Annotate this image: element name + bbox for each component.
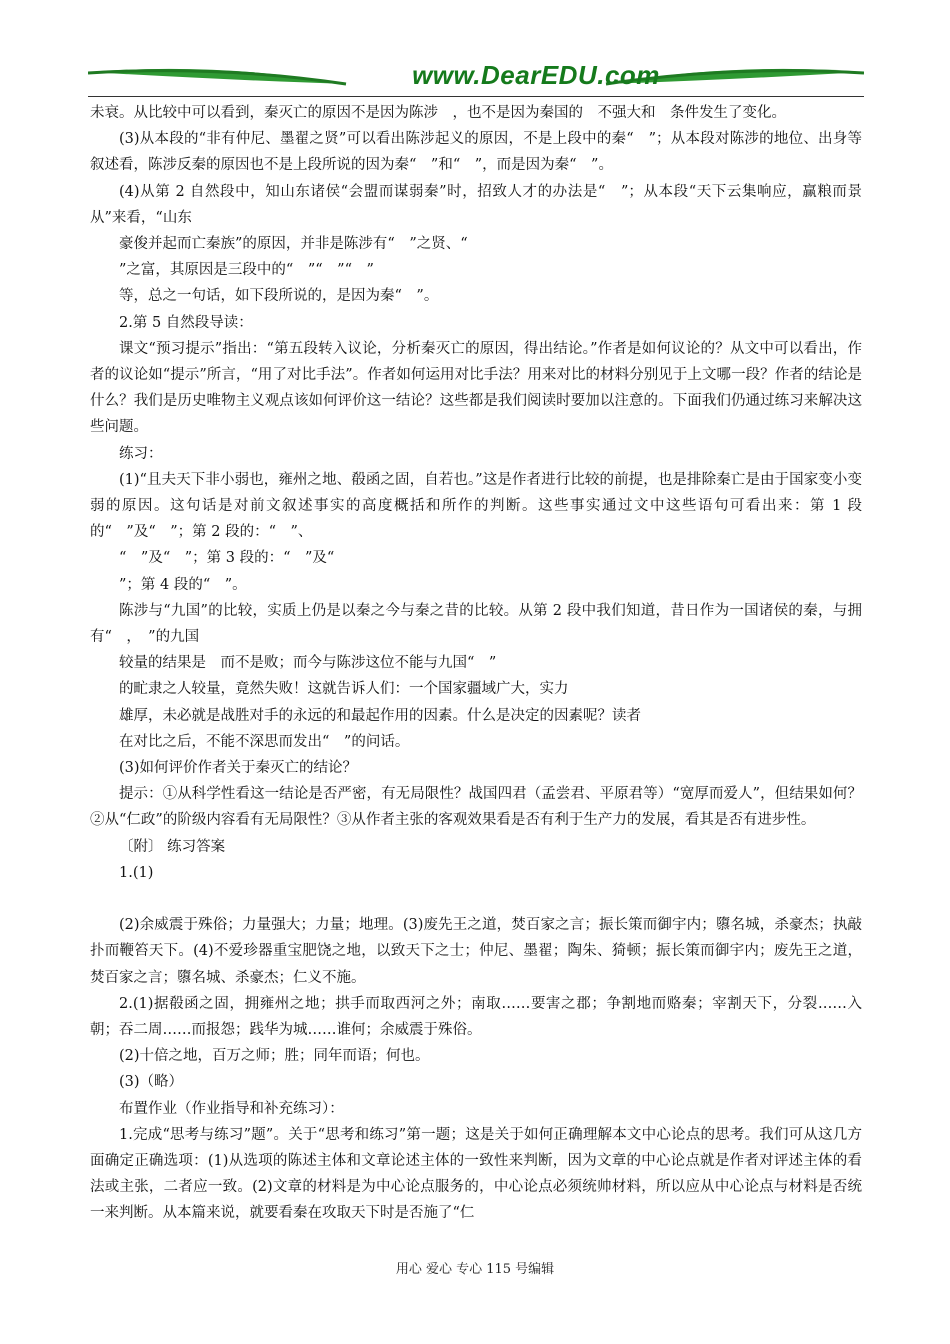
site-logo-text[interactable]: www.DearEDU.com: [412, 60, 660, 90]
paragraph: (2)余威震于殊俗；力量强大；力量；地理。(3)废先王之道，焚百家之言；振长策而御宇内；隳名城，杀豪杰；执敲扑而鞭笞天下。(4)不爱珍器重宝肥饶之地，以致天下之士；仲尼、墨翟；陶朱、猗顿；振长策而御宇内；废先王之道，焚百家之言；隳名城、杀豪杰；仁义不施。: [90, 917, 862, 986]
paragraph: (3)（略）: [119, 1074, 184, 1091]
paragraph: 的甿隶之人较量，竟然失败！这就告诉人们：一个国家疆域广大，实力: [119, 681, 569, 698]
paragraph: (1)“且夫天下非小弱也，雍州之地、殽函之固，自若也。”这是作者进行比较的前提，也是排除秦亡是由于国家变小变弱的原因。这句话是对前文叙述事实的高度概括和所作的判断。这些事实通过文中这些语句可看出来：第 1 段的“ ”及“ ”；第 2 段的：“ ”、: [90, 471, 862, 541]
paragraph: 课文“预习提示”指出：“第五段转入议论，分析秦灭亡的原因，得出结论。”作者是如何议论的？从文中可以看出，作者的议论如“提示”所言，“用了对比手法”。作者如何运用对比手法？用来对比的材料分别见于上文哪一段？作者的结论是什么？我们是历史唯物主义观点该如何评价这一结论？这些都是我们阅读时要加以注意的。下面我们仍通过练习来解决这些问题。: [90, 340, 862, 436]
header-rule: [88, 96, 864, 97]
paragraph: 豪俊并起而亡秦族”的原因，并非是陈涉有“ ”之贤、“: [119, 236, 468, 253]
paragraph: 等，总之一句话，如下段所说的，是因为秦“ ”。: [119, 288, 439, 305]
paragraph: 陈涉与“九国”的比较，实质上仍是以秦之今与秦之昔的比较。从第 2 段中我们知道，昔日作为一国诸侯的秦，与拥有“ ， ”的九国: [90, 602, 862, 646]
page-footer: 用心 爱心 专心 115 号编辑: [395, 1262, 555, 1277]
paragraph: (2)十倍之地，百万之师；胜；同年而语；何也。: [119, 1048, 430, 1065]
paragraph: 练习：: [119, 445, 163, 462]
paragraph: 1.(1): [119, 864, 154, 881]
section-heading: 1.完成“思考与练习”题”。关于“思考和练习”第一题；这是关于如何正确理解本文中心论点的思考。我们可从这几方面确定正确选项：(1)从选项的陈述主体和文章论述主体的一致性来判断，因为文章的中心论点就是作者对评述主体的看法或主张，二者应一致。(2)文章的材料是为中心论点服务的，中心论点必须统帅材料，所以应从中心论点与材料是否统一来判断。从本篇来说，就要看秦在攻取天下时是否施了“仁: [90, 1126, 862, 1222]
section-heading: 〔附〕 练习答案: [119, 838, 226, 855]
paragraph: 提示：①从科学性看这一结论是否严密，有无局限性？战国四君（孟尝君、平原君等）“宽厚而爱人”，但结果如何？②从“仁政”的阶级内容看有无局限性？③从作者主张的客观效果看是否有利于生产力的发展，看其是否有进步性。: [90, 786, 862, 829]
paragraph: 较量的结果是 而不是败；而今与陈涉这位不能与九国“ ”: [119, 655, 497, 672]
paragraph: (3)如何评价作者关于秦灭亡的结论？: [119, 760, 358, 777]
paragraph: 2.(1)据殽函之固，拥雍州之地；拱手而取西河之外；南取……要害之郡；争割地而赂秦；宰割天下，分裂……入朝；吞二周……而报怨；践华为城……谁何；余威震于殊俗。: [90, 995, 862, 1038]
paragraph: 布置作业（作业指导和补充练习）：: [119, 1100, 344, 1117]
paragraph: 在对比之后，不能不深思而发出“ ”的问话。: [119, 733, 410, 750]
paragraph: “ ”及“ ”；第 3 段的：“ ”及“: [119, 550, 335, 567]
paragraph: ”；第 4 段的“ ”。: [119, 576, 247, 593]
section-heading: 2.第 5 自然段导读：: [119, 314, 253, 331]
blank-line: [90, 886, 862, 912]
paragraph: (3)从本段的“非有仲尼、墨翟之贤”可以看出陈涉起义的原因，不是上段中的秦“ ”；从本段对陈涉的地位、出身等叙述看，陈涉反秦的原因也不是上段所说的因为秦“ ”和“ ”，而是因为秦“ ”。: [90, 131, 862, 174]
paragraph: 未衰。从比较中可以看到，秦灭亡的原因不是因为陈涉 ，也不是因为秦国的 不强大和 条件发生了变化。: [90, 105, 786, 121]
document-body: [90, 100, 862, 1227]
paragraph: ”之富，其原因是三段中的“ ”“ ”“ ”: [119, 262, 374, 279]
paragraph: 雄厚，未必就是战胜对手的永远的和最起作用的因素。什么是决定的因素呢？读者: [119, 707, 641, 724]
site-header-banner: [88, 58, 864, 98]
paragraph: (4)从第 2 自然段中，知山东诸侯“会盟而谋弱秦”时，招致人才的办法是“ ”；从本段“天下云集响应，赢粮而景从”来看，“山东: [90, 183, 862, 226]
